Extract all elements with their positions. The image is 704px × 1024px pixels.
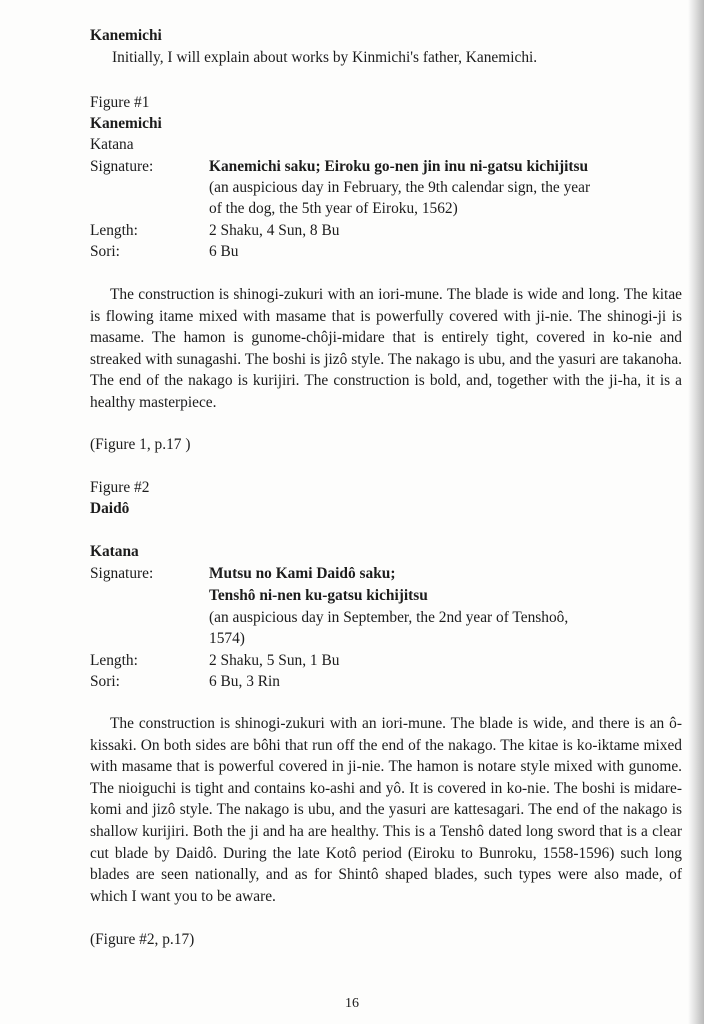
length-value: 2 Shaku, 4 Sun, 8 Bu: [209, 222, 340, 239]
signature-note: of the dog, the 5th year of Eiroku, 1562): [209, 200, 458, 217]
figure-reference: (Figure 1, p.17 ): [90, 436, 191, 453]
blade-type: Katana: [90, 136, 134, 153]
page-edge-shadow: [688, 0, 704, 1024]
smith-name: Daidô: [90, 500, 130, 517]
smith-name: Kanemichi: [90, 115, 162, 132]
page-number: 16: [345, 996, 359, 1011]
length-value: 2 Shaku, 5 Sun, 1 Bu: [209, 652, 340, 669]
sori-value: 6 Bu: [209, 243, 239, 260]
signature-label: Signature:: [90, 565, 154, 582]
sori-label: Sori:: [90, 673, 120, 690]
sori-label: Sori:: [90, 243, 120, 260]
length-label: Length:: [90, 652, 138, 669]
description-paragraph: The construction is shinogi-zukuri with an iori-mune. The blade is wide, and there is an ô-kissaki. On both sides are bôhi that run off the end of the nakago. The kitae is ko-iktame mixed with masame that is powerful covered in ji-nie. The hamon is notare style mixed with gunome. The nioiguchi is tight and contains ko-ashi and yô. It is covered in ko-nie. The boshi is midare-komi and jizô style. The nakago is ubu, and the yasuri are kattesagari. The end of the nakago is shallow kurijiri. Both the ji and ha are healthy. This is a Tenshô dated long sword that is a clear cut blade by Daidô. During the late Kotô period (Eiroku to Bunroku, 1558-1596) such long blades are seen nationally, and as for Shintô shaped blades, such types were also made, of which I want you to be aware.: [90, 715, 682, 905]
intro-text: Initially, I will explain about works by Kinmichi's father, Kanemichi.: [112, 49, 538, 66]
figure-reference: (Figure #2, p.17): [90, 931, 195, 948]
signature-text: Tenshô ni-nen ku-gatsu kichijitsu: [209, 587, 428, 604]
signature-text: Mutsu no Kami Daidô saku;: [209, 565, 396, 582]
signature-note: (an auspicious day in September, the 2nd year of Tenshoô,: [209, 609, 569, 626]
signature-label: Signature:: [90, 158, 154, 175]
sori-value: 6 Bu, 3 Rin: [209, 673, 280, 690]
description-paragraph: The construction is shinogi-zukuri with an iori-mune. The blade is wide and long. The kitae is flowing itame mixed with masame that is powerfully covered with ji-nie. The shinogi-ji is masame. The hamon is gunome-chôji-midare that is entirely tight, covered in ko-nie and streaked with sunagashi. The boshi is jizô style. The nakago is ubu, and the yasuri are takanoha. The end of the nakago is kurijiri. The construction is bold, and, together with the ji-ha, it is a healthy masterpiece.: [90, 286, 682, 411]
signature-text: Kanemichi saku; Eiroku go-nen jin inu ni-gatsu kichijitsu: [209, 158, 589, 175]
length-label: Length:: [90, 222, 138, 239]
figure-label: Figure #2: [90, 479, 150, 496]
section-heading: Kanemichi: [90, 27, 162, 44]
figure-label: Figure #1: [90, 94, 150, 111]
blade-type: Katana: [90, 543, 139, 560]
signature-note: (an auspicious day in February, the 9th calendar sign, the year: [209, 179, 591, 196]
signature-note: 1574): [209, 630, 245, 647]
